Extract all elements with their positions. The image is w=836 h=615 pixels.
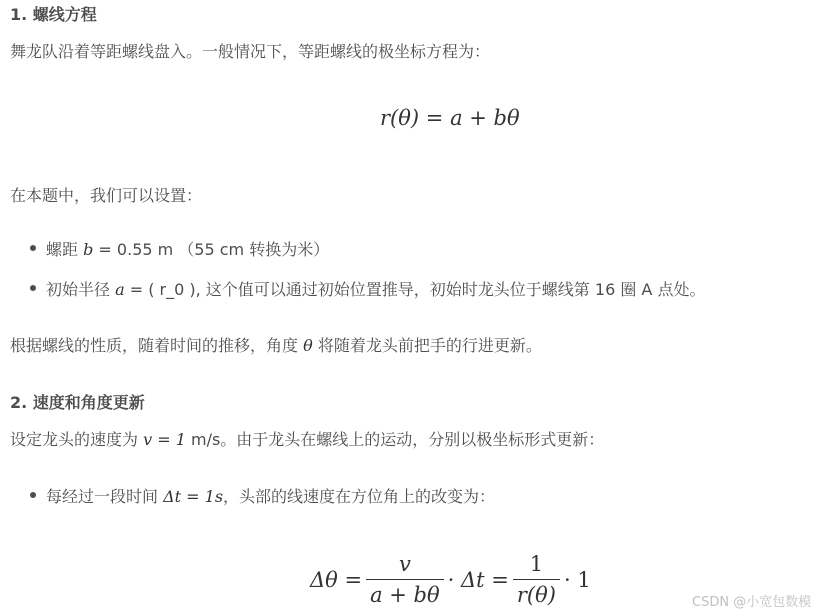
csdn-watermark: CSDN @小宽包数模: [692, 595, 812, 610]
closing-paragraph: [10, 333, 542, 356]
velocity-math: v = 1: [143, 430, 186, 449]
section-heading-spiral-equation: 1. 螺线方程: [10, 5, 97, 24]
time-step-math: Δt = 1s: [163, 487, 224, 506]
closing-text-start: 根据螺线的性质，随着时间的推移，角度: [10, 336, 304, 355]
angle-update-formula: [310, 552, 591, 607]
velocity-text-start: 设定龙头的速度为: [10, 430, 144, 449]
formula-middle: · Δt =: [447, 567, 509, 592]
formula-tail: · 1: [563, 567, 591, 592]
formula-lhs: Δθ =: [310, 567, 363, 592]
velocity-text-end: m/s。由于龙头在螺线上的运动，分别以极坐标形式更新：: [185, 430, 605, 449]
time-step-text-end: ，头部的线速度在方位角上的改变为：: [223, 487, 496, 506]
section-heading-velocity-angle: 2. 速度和角度更新: [10, 393, 145, 412]
list-item-pitch-label: 螺距: [46, 240, 84, 259]
list-item-pitch-value: = 0.55 m （55 cm 转换为米）: [93, 240, 330, 259]
fraction-one-over-r: [513, 552, 560, 607]
time-step-text-start: 每经过一段时间: [46, 487, 164, 506]
closing-text-end: 将随着龙头前把手的行进更新。: [312, 336, 542, 355]
bullet-dot: [30, 285, 36, 291]
equation-rhs: a + bθ: [450, 106, 520, 130]
list-item-radius-label: 初始半径: [46, 280, 116, 299]
list-item-radius-symbol: a: [115, 280, 125, 299]
bullet-dot: [30, 492, 36, 498]
bullet-dot: [30, 245, 36, 251]
equation-lhs: r(θ): [380, 106, 420, 130]
fraction-denominator: r(θ): [513, 579, 560, 607]
fraction-denominator: a + bθ: [366, 579, 444, 607]
list-item-time-step: [46, 484, 495, 507]
list-item-initial-radius: [46, 277, 705, 300]
velocity-paragraph: [10, 427, 604, 450]
list-item-pitch: [46, 237, 329, 260]
closing-theta: θ: [303, 336, 313, 355]
list-item-radius-value: = ( r_0 ), 这个值可以通过初始位置推导，初始时龙头位于螺线第 16 圈 A 点处。: [124, 280, 706, 299]
list-item-pitch-symbol: b: [83, 240, 94, 259]
fraction-v-over-r: [366, 552, 444, 607]
spiral-equation: [380, 106, 520, 130]
fraction-numerator: 1: [529, 552, 544, 576]
fraction-numerator: v: [398, 552, 411, 576]
equation-equals: =: [425, 106, 444, 130]
setting-paragraph: 在本题中，我们可以设置：: [10, 186, 203, 205]
intro-paragraph: 舞龙队沿着等距螺线盘入。一般情况下，等距螺线的极坐标方程为：: [10, 42, 491, 61]
